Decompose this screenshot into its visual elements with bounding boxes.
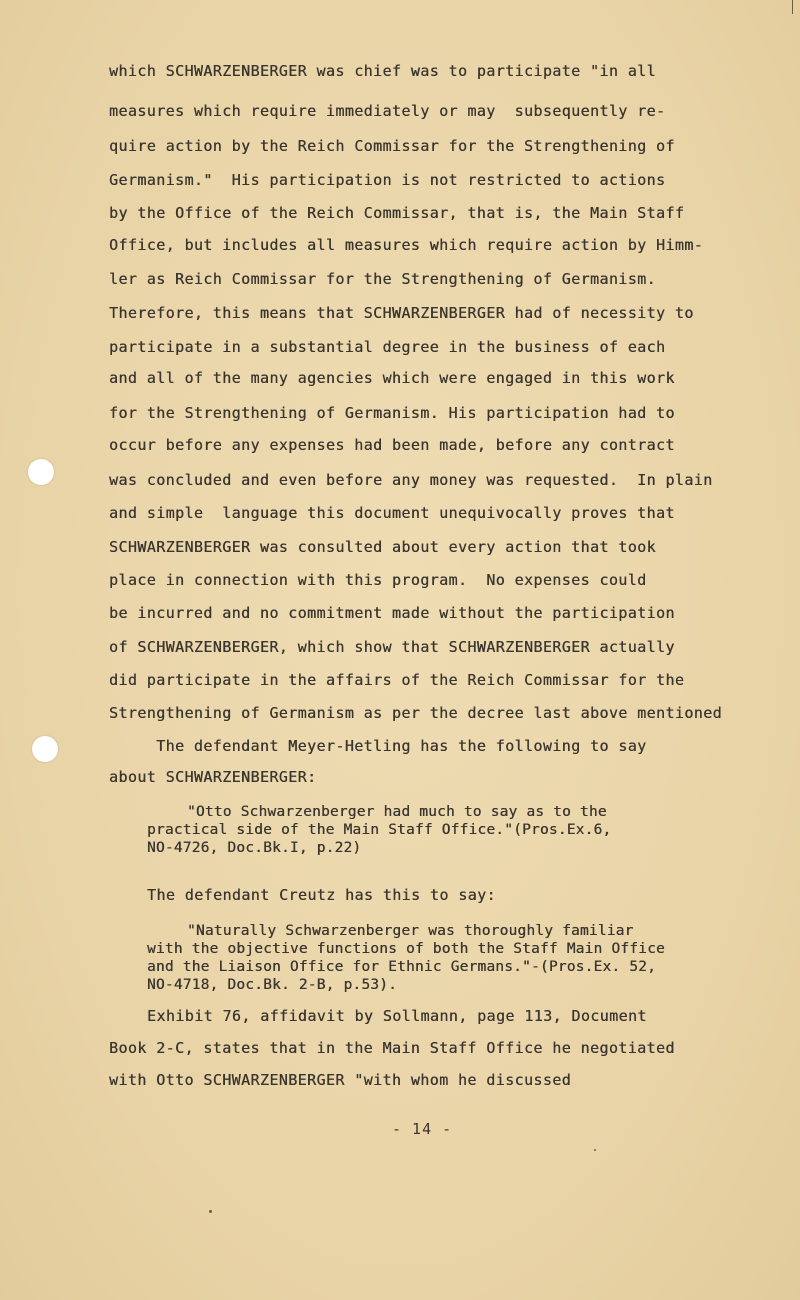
text-line: place in connection with this program. No expenses could xyxy=(109,571,647,589)
text-line: The defendant Meyer-Hetling has the following to say xyxy=(109,737,647,755)
quote-line: NO-4718, Doc.Bk. 2-B, p.53). xyxy=(147,977,398,993)
text-line: which SCHWARZENBERGER was chief was to participate "in all xyxy=(109,62,656,80)
text-line: participate in a substantial degree in the business of each xyxy=(109,338,666,356)
text-line: of SCHWARZENBERGER, which show that SCHWARZENBERGER actually xyxy=(109,638,675,656)
text-line: did participate in the affairs of the Reich Commissar for the xyxy=(109,671,685,689)
text-line: measures which require immediately or may subsequently re- xyxy=(109,102,666,120)
text-line: by the Office of the Reich Commissar, that is, the Main Staff xyxy=(109,204,685,222)
text-line: with Otto SCHWARZENBERGER "with whom he discussed xyxy=(109,1071,572,1089)
punch-hole-top xyxy=(28,459,54,485)
text-line: ler as Reich Commissar for the Strengthening of Germanism. xyxy=(109,270,656,288)
ink-speck xyxy=(594,1149,596,1151)
text-line: quire action by the Reich Commissar for the Strengthening of xyxy=(109,137,675,155)
quote-line: "Naturally Schwarzenberger was thoroughly familiar xyxy=(187,923,634,939)
quote-line: NO-4726, Doc.Bk.I, p.22) xyxy=(147,840,362,856)
text-line: about SCHWARZENBERGER: xyxy=(109,768,317,786)
quote-line: and the Liaison Office for Ethnic Germans."-(Pros.Ex. 52, xyxy=(147,959,656,975)
text-line: Book 2-C, states that in the Main Staff Office he negotiated xyxy=(109,1039,675,1057)
quote-line: "Otto Schwarzenberger had much to say as to the xyxy=(187,804,607,820)
text-line: and simple language this document unequivocally proves that xyxy=(109,504,675,522)
text-line: The defendant Creutz has this to say: xyxy=(147,886,496,904)
quote-line: with the objective functions of both the Staff Main Office xyxy=(147,941,665,957)
quote-line: practical side of the Main Staff Office."(Pros.Ex.6, xyxy=(147,822,612,838)
text-line: Therefore, this means that SCHWARZENBERGER had of necessity to xyxy=(109,304,694,322)
text-line: was concluded and even before any money was requested. In plain xyxy=(109,471,713,489)
text-line: Germanism." His participation is not restricted to actions xyxy=(109,171,666,189)
text-line: and all of the many agencies which were engaged in this work xyxy=(109,369,675,387)
text-line: Strengthening of Germanism as per the decree last above mentioned xyxy=(109,704,722,722)
text-line: for the Strengthening of Germanism. His participation had to xyxy=(109,404,675,422)
text-line: SCHWARZENBERGER was consulted about every action that took xyxy=(109,538,656,556)
text-line: be incurred and no commitment made without the participation xyxy=(109,604,675,622)
text-line: occur before any expenses had been made, before any contract xyxy=(109,436,675,454)
text-line: Exhibit 76, affidavit by Sollmann, page 113, Document xyxy=(147,1007,647,1025)
ink-speck xyxy=(209,1210,212,1213)
text-line: Office, but includes all measures which require action by Himm- xyxy=(109,236,704,254)
edge-mark xyxy=(792,0,793,14)
page-number: - 14 - xyxy=(392,1120,453,1138)
punch-hole-bottom xyxy=(32,736,58,762)
